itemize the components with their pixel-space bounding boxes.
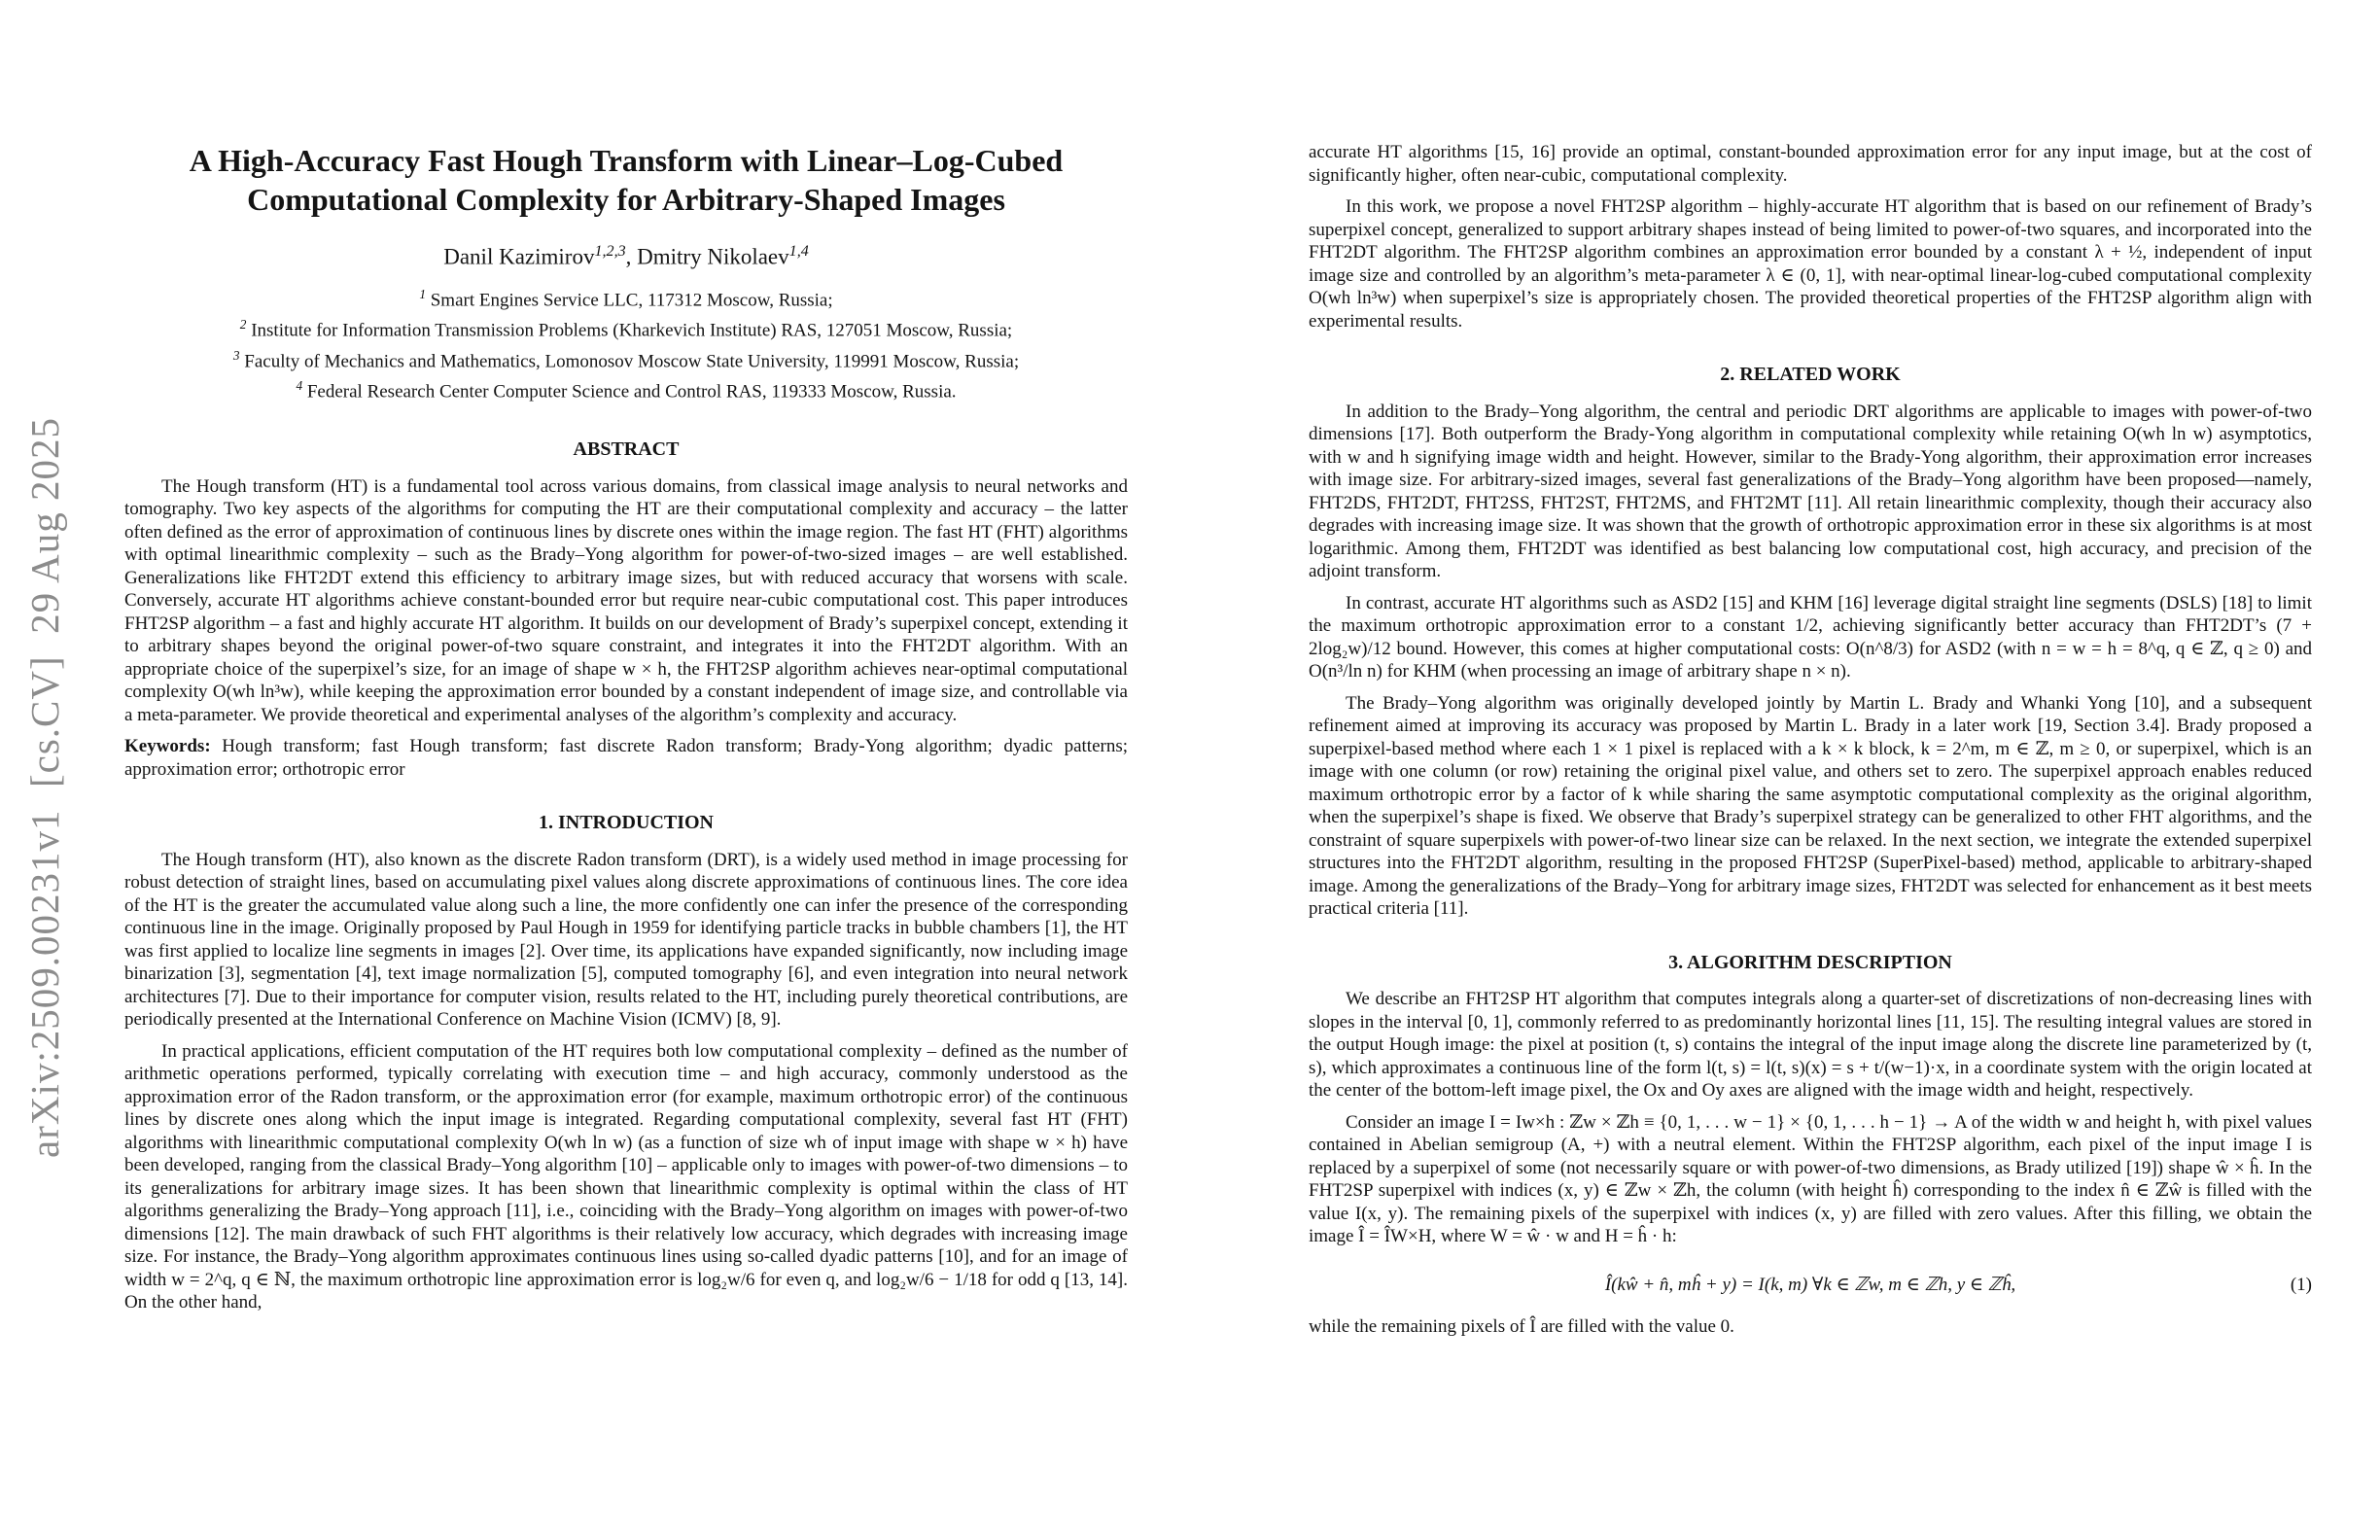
- author-affiliation-sup-1: 1,2,3: [594, 243, 626, 260]
- author-name-1: Danil Kazimirov: [443, 244, 595, 269]
- paper-title: [124, 141, 1128, 219]
- affiliation-text-2: Institute for Information Transmission Problems (Kharkevich Institute) RAS, 127051 Moscow, Russia;: [246, 320, 1013, 341]
- author-name-2: Dmitry Nikolaev: [637, 244, 789, 269]
- algorithm-paragraph-1: We describe an FHT2SP HT algorithm that computes integrals along a quarter-set of discretizations of non-decreasing lines with slopes in the interval [0, 1], commonly referred to as predominantly horizontal lines [11, 15]. The resulting integral values are stored in the output Hough image: the pixel at position (t, s) contains the integral of the input image along the discrete line parameterized by (t, s), which approximates a continuous line of the form l(t, s) = l(t, s)(x) = s + t/(w−1)·x, in a coordinate system with the origin located at the center of the bottom-left image pixel, the Ox and Oy axes are aligned with the image width and height, respectively.: [1309, 989, 2312, 1101]
- paper-title-line-2: Computational Complexity for Arbitrary-Shaped Images: [247, 182, 1005, 217]
- introduction-paragraph-2: In practical applications, efficient computation of the HT requires both low computational complexity – defined as the number of arithmetic operations performed, typically correlating with execution time – and high accuracy, commonly understood as the approximation error of the Radon transform, or the approximation error (for example, maximum orthotropic error) of the continuous lines by discrete ones along which the input image is integrated. Regarding computational complexity, several fast HT (FHT) algorithms with linearithmic computational complexity O(wh ln w) (as a function of size wh of input image with shape w × h) have been developed, ranging from the classical Brady–Yong algorithm [10] – applicable only to images with power-of-two dimensions – to its generalizations for arbitrary image sizes. It has been shown that linearithmic complexity is optimal within the class of HT algorithms generalizing the Brady–Yong approach [11], i.e., coinciding with the Brady–Yong algorithm on images with power-of-two dimensions [12]. The main drawback of such FHT algorithms is their relatively low accuracy, which degrades with increasing image size. For instance, the Brady–Yong algorithm approximates continuous lines using so-called dyadic patterns [10], and for an image of width w = 2^q, q ∈ ℕ, the maximum orthotropic line approximation error is log₂w/6 for even q, and log₂w/6 − 1/18 for odd q [13, 14]. On the other hand,: [124, 1040, 1128, 1313]
- related-work-paragraph-2: In contrast, accurate HT algorithms such as ASD2 [15] and KHM [16] leverage digital straight line segments (DSLS) [18] to limit the maximum orthotropic approximation error to a constant 1/2, achieving significantly better accuracy than FHT2DT’s (7 + 2log₂w)/12 bound. However, this comes at higher computational costs: O(n^8/3) for ASD2 (with n = w = h = 8^q, q ∈ ℤ, q ≥ 0) and O(n³/ln n) for KHM (when processing an image of arbitrary shape n × n).: [1309, 592, 2312, 682]
- section-heading-introduction: 1. INTRODUCTION: [538, 812, 715, 834]
- abstract-text: The Hough transform (HT) is a fundamental tool across various domains, from classical image analysis to neural networks and tomography. Two key aspects of the algorithms for computing the HT are their computational complexity and accuracy – the latter often defined as the error of approximation of continuous lines by discrete ones within the image region. The fast HT (FHT) algorithms with optimal linearithmic complexity – such as the Brady–Yong algorithm for power-of-two-sized images – are well established. Generalizations like FHT2DT extend this efficiency to arbitrary image sizes, but with reduced accuracy that worsens with scale. Conversely, accurate HT algorithms achieve constant-bounded error but require near-cubic computational cost. This paper introduces FHT2SP algorithm – a fast and highly accurate HT algorithm. It builds on our development of Brady’s superpixel concept, extending it to arbitrary shapes beyond the original power-of-two square constraint, and integrates it into the FHT2DT algorithm. With an appropriate choice of the superpixel’s size, for an image of shape w × h, the FHT2SP algorithm achieves near-optimal computational complexity O(wh ln³w), while keeping the approximation error bounded by a constant independent of image size, and controllable via a meta-parameter. We provide theoretical and experimental analyses of the algorithm’s complexity and accuracy.: [124, 475, 1128, 725]
- abstract-heading: ABSTRACT: [573, 438, 680, 461]
- algorithm-paragraph-3: while the remaining pixels of Î are filled with the value 0.: [1309, 1316, 1734, 1337]
- this-work-paragraph: In this work, we propose a novel FHT2SP algorithm – highly-accurate HT algorithm that is based on our refinement of Brady’s superpixel concept, generalized to support arbitrary shapes instead of being limited to power-of-two squares, and incorporated into the FHT2DT algorithm. The FHT2SP algorithm combines an approximation error bounded by a constant λ + ½, independent of input image size and controlled by an algorithm’s meta-parameter λ ∈ (0, 1], with near-optimal linear-log-cubed computational complexity O(wh ln³w) when superpixel’s size is appropriately chosen. The provided theoretical properties of the FHT2SP algorithm align with experimental results.: [1309, 196, 2312, 332]
- related-work-paragraph-3: The Brady–Yong algorithm was originally developed jointly by Martin L. Brady and Whanki Yong [10], and a subsequent refinement aimed at improving its accuracy was proposed by Martin L. Brady in a later work [19, Section 3.4]. Brady proposed a superpixel-based method where each 1 × 1 pixel is replaced with a k × k block, k = 2^m, m ∈ ℤ, m ≥ 0, or superpixel, which is an image with one column (or row) retaining the original pixel value, and others set to zero. The superpixel approach enables reduced maximum orthotropic error by a factor of k while sharing the same asymptotic computational complexity as the original algorithm, when the superpixel’s shape is fixed. We observe that Brady’s superpixel strategy can be generalized to other FHT algorithms, and the constraint of square superpixels with power-of-two linear size can be relaxed. In the next section, we integrate the extended superpixel structures into the FHT2DT algorithm, resulting in the proposed FHT2SP (SuperPixel-based) method, applicable to arbitrary-shaped image. Among the generalizations of the Brady–Yong for arbitrary image sizes, FHT2DT was selected for enhancement as it best meets practical criteria [11].: [1309, 692, 2312, 919]
- affiliation-sup-2: 2: [239, 317, 247, 332]
- arxiv-stamp: arXiv:2509.00231v1 [cs.CV] 29 Aug 2025: [22, 416, 67, 1159]
- algorithm-paragraph-2: Consider an image I = Iw×h : ℤw × ℤh ≡ {0, 1, . . . w − 1} × {0, 1, . . . h − 1} → A of the width w and height h, with pixel values contained in Abelian semigroup (A, +) with a neutral element. Within the FHT2SP algorithm, each pixel of the input image I is replaced by a superpixel of some (not necessarily square or with power-of-two dimensions, as Brady utilized [19]) shape ŵ × ĥ. In the FHT2SP superpixel with indices (x, y) ∈ ℤw × ℤh, the column (with height ĥ) corresponding to the index n̂ ∈ ℤŵ is filled with the value I(x, y). The remaining pixels of the superpixel with indices (x, y) are filled with zero values. After this filling, we obtain the image Î = ÎW×H, where W = ŵ · w and H = ĥ · h:: [1309, 1111, 2312, 1246]
- affiliation-line-1: [124, 282, 1128, 312]
- related-work-paragraph-1: In addition to the Brady–Yong algorithm, the central and periodic DRT algorithms are applicable to images with power-of-two dimensions [17]. Both outperform the Brady-Yong algorithm in computational complexity while retaining O(wh ln w) asymptotics, with w and h signifying image width and height. However, similar to the Brady-Yong algorithm, their approximation error increases with image size. For arbitrary-sized images, several fast generalizations of the Brady–Yong algorithm have been proposed—namely, FHT2DS, FHT2DT, FHT2SS, FHT2ST, FHT2MS, and FHT2MT [11]. All retain linearithmic complexity, though their accuracy also degrades with increasing image size. It was shown that the growth of orthotropic approximation error in these six algorithms is at most logarithmic. Among them, FHT2DT was identified as best balancing low computational cost, high accuracy, and precision of the adjoint transform.: [1309, 401, 2312, 581]
- author-separator: ,: [625, 244, 638, 269]
- equation: [1309, 1274, 2312, 1297]
- affiliation-text-1: Smart Engines Service LLC, 117312 Moscow, Russia;: [425, 290, 833, 311]
- keywords-line: [124, 735, 1128, 781]
- keywords-text: Hough transform; fast Hough transform; fast discrete Radon transform; Brady-Yong algorithm; dyadic patterns; approximation error; orthotropic error: [124, 736, 1128, 780]
- equation-formula: Î(kŵ + n̂, mĥ + y) = I(k, m) ∀k ∈ ℤw, m ∈ ℤh, y ∈ ℤĥ,: [1604, 1274, 2016, 1295]
- affiliation-sup-1: 1: [419, 287, 426, 302]
- section-heading-algorithm-description: 3. ALGORITHM DESCRIPTION: [1668, 951, 1952, 973]
- continued-paragraph: accurate HT algorithms [15, 16] provide an optimal, constant-bounded approximation error for any input image, but at the cost of significantly higher, often near-cubic, computational complexity.: [1309, 142, 2312, 186]
- section-heading-related-work: 2. RELATED WORK: [1720, 364, 1901, 385]
- affiliation-sup-3: 3: [232, 347, 240, 363]
- authors-line: [124, 240, 1128, 268]
- introduction-paragraph-1: The Hough transform (HT), also known as the discrete Radon transform (DRT), is a widely used method in image processing for robust detection of straight lines, based on accumulating pixel values along discrete approximations of continuous lines. The core idea of the HT is the greater the accumulated value along such a line, the more confidently one can infer the presence of the corresponding continuous line in the image. Originally proposed by Paul Hough in 1959 for identifying particle tracks in bubble chambers [1], the HT was first applied to localize line segments in images [2]. Over time, its applications have expanded significantly, now including image binarization [3], segmentation [4], text image normalization [5], computed tomography [6], and even integration into neural network architectures [7]. Due to their importance for computer vision, results related to the HT, including purely theoretical contributions, are periodically presented at the International Conference on Machine Vision (ICMV) [8, 9].: [124, 849, 1128, 1031]
- affiliation-line-3: [124, 343, 1128, 373]
- page-2-column: [1309, 141, 2312, 1339]
- author-affiliation-sup-2: 1,4: [788, 243, 809, 260]
- page-1-column: [124, 141, 1128, 1314]
- equation-number: (1): [2290, 1274, 2312, 1295]
- affiliation-text-3: Faculty of Mechanics and Mathematics, Lomonosov Moscow State University, 119991 Moscow, Russia;: [239, 351, 1020, 372]
- affiliations: [124, 282, 1128, 403]
- keywords-label: Keywords:: [124, 736, 211, 757]
- affiliation-text-4: Federal Research Center Computer Science and Control RAS, 119333 Moscow, Russia.: [302, 381, 957, 402]
- affiliation-sup-4: 4: [296, 378, 303, 394]
- paper-title-line-1: A High-Accuracy Fast Hough Transform with Linear–Log-Cubed: [189, 143, 1064, 178]
- affiliation-line-4: [124, 373, 1128, 403]
- affiliation-line-2: [124, 312, 1128, 342]
